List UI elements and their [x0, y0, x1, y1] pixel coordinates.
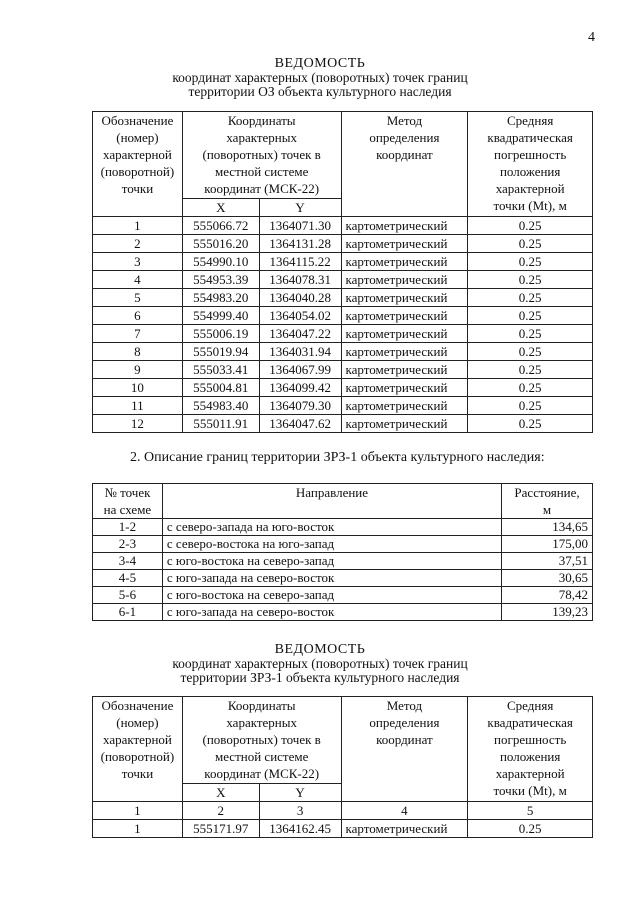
x-coordinate: 555006.19 [182, 325, 259, 343]
y-coordinate: 1364115.22 [259, 253, 341, 271]
point-number: 4 [93, 271, 183, 289]
y-coordinate: 1364054.02 [259, 307, 341, 325]
document-subtitle: координат характерных (поворотных) точек границ [172, 70, 468, 85]
method-cell: картометрический [341, 307, 468, 325]
boundary-description-table [92, 483, 593, 621]
header-y: Y [259, 783, 341, 801]
x-coordinate: 555004.81 [182, 379, 259, 397]
point-number: 6 [93, 307, 183, 325]
document-title: ВЕДОМОСТЬ [274, 56, 366, 71]
segment-distance: 78,42 [502, 587, 593, 604]
y-coordinate: 1364131.28 [259, 235, 341, 253]
title-block-oz [0, 57, 640, 99]
point-number: 10 [93, 379, 183, 397]
segment-points: 3-4 [93, 553, 163, 570]
error-cell: 0.25 [468, 379, 593, 397]
segment-points: 6-1 [93, 604, 163, 621]
error-cell: 0.25 [468, 217, 593, 235]
point-number: 9 [93, 361, 183, 379]
segment-points: 4-5 [93, 570, 163, 587]
error-cell: 0.25 [468, 397, 593, 415]
segment-direction: с юго-востока на северо-запад [162, 553, 501, 570]
error-cell: 0.25 [468, 307, 593, 325]
x-coordinate: 555019.94 [182, 343, 259, 361]
header-point-designation: Обозначение (номер) характерной (поворотной) точки [93, 697, 183, 802]
table-row [93, 289, 593, 307]
method-cell: картометрический [341, 325, 468, 343]
column-numbering-row [93, 802, 593, 820]
segment-direction: с юго-запада на северо-восток [162, 604, 501, 621]
segment-distance: 134,65 [502, 519, 593, 536]
x-coordinate: 555066.72 [182, 217, 259, 235]
header-distance: Расстояние, м [502, 484, 593, 519]
table-row [93, 361, 593, 379]
document-subtitle: координат характерных (поворотных) точек границ [172, 656, 468, 671]
segment-distance: 30,65 [502, 570, 593, 587]
segment-direction: с северо-запада на юго-восток [162, 519, 501, 536]
segment-direction: с юго-запада на северо-восток [162, 570, 501, 587]
segment-points: 2-3 [93, 536, 163, 553]
table-row [93, 253, 593, 271]
segment-points: 5-6 [93, 587, 163, 604]
table-row [93, 536, 593, 553]
table-row [93, 379, 593, 397]
table-row [93, 325, 593, 343]
document-subtitle: территории ОЗ объекта культурного наследия [188, 84, 452, 99]
method-cell: картометрический [341, 253, 468, 271]
method-cell: картометрический [341, 820, 468, 838]
y-coordinate: 1364047.62 [259, 415, 341, 433]
header-x: X [182, 198, 259, 216]
header-error: Средняя квадратическая погрешность положения характерной точки (Mt), м [468, 697, 593, 802]
x-coordinate: 555171.97 [182, 820, 259, 838]
point-number: 2 [93, 235, 183, 253]
x-coordinate: 554953.39 [182, 271, 259, 289]
error-cell: 0.25 [468, 361, 593, 379]
error-cell: 0.25 [468, 253, 593, 271]
point-number: 8 [93, 343, 183, 361]
header-error: Средняя квадратическая погрешность положения характерной точки (Mt), м [468, 112, 593, 217]
header-y: Y [259, 198, 341, 216]
table-row [93, 217, 593, 235]
header-x: X [182, 783, 259, 801]
section-heading: 2. Описание границ территории ЗРЗ-1 объекта культурного наследия: [130, 450, 545, 465]
column-number: 2 [182, 802, 259, 820]
segment-distance: 175,00 [502, 536, 593, 553]
coordinates-table-zrz [92, 696, 593, 838]
table-row [93, 307, 593, 325]
point-number: 3 [93, 253, 183, 271]
method-cell: картометрический [341, 271, 468, 289]
segment-distance: 37,51 [502, 553, 593, 570]
coordinates-table-oz [92, 111, 593, 433]
error-cell: 0.25 [468, 415, 593, 433]
document-subtitle: территории ЗРЗ-1 объекта культурного наследия [180, 670, 460, 685]
table-row [93, 820, 593, 838]
table-row [93, 519, 593, 536]
table-row [93, 570, 593, 587]
y-coordinate: 1364071.30 [259, 217, 341, 235]
y-coordinate: 1364031.94 [259, 343, 341, 361]
header-direction: Направление [162, 484, 501, 519]
column-number: 3 [259, 802, 341, 820]
segment-points: 1-2 [93, 519, 163, 536]
point-number: 11 [93, 397, 183, 415]
y-coordinate: 1364040.28 [259, 289, 341, 307]
x-coordinate: 555016.20 [182, 235, 259, 253]
method-cell: картометрический [341, 217, 468, 235]
y-coordinate: 1364162.45 [259, 820, 341, 838]
header-method: Метод определения координат [341, 112, 468, 217]
y-coordinate: 1364078.31 [259, 271, 341, 289]
y-coordinate: 1364099.42 [259, 379, 341, 397]
error-cell: 0.25 [468, 343, 593, 361]
method-cell: картометрический [341, 343, 468, 361]
x-coordinate: 554983.20 [182, 289, 259, 307]
coordinates-table-body [93, 217, 593, 433]
page-number: 4 [588, 30, 595, 45]
method-cell: картометрический [341, 379, 468, 397]
table-row [93, 604, 593, 621]
table-row [93, 397, 593, 415]
table-row [93, 343, 593, 361]
header-point-numbers: № точек на схеме [93, 484, 163, 519]
column-number: 5 [468, 802, 593, 820]
x-coordinate: 555011.91 [182, 415, 259, 433]
x-coordinate: 554983.40 [182, 397, 259, 415]
boundary-table-body [93, 519, 593, 621]
coordinates-table-body [93, 820, 593, 838]
point-number: 1 [93, 217, 183, 235]
x-coordinate: 554999.40 [182, 307, 259, 325]
table-row [93, 415, 593, 433]
method-cell: картометрический [341, 361, 468, 379]
error-cell: 0.25 [468, 820, 593, 838]
y-coordinate: 1364067.99 [259, 361, 341, 379]
segment-direction: с юго-востока на северо-запад [162, 587, 501, 604]
table-row [93, 271, 593, 289]
document-title: ВЕДОМОСТЬ [274, 642, 366, 657]
segment-direction: с северо-востока на юго-запад [162, 536, 501, 553]
point-number: 12 [93, 415, 183, 433]
table-row [93, 553, 593, 570]
error-cell: 0.25 [468, 271, 593, 289]
error-cell: 0.25 [468, 325, 593, 343]
segment-distance: 139,23 [502, 604, 593, 621]
point-number: 7 [93, 325, 183, 343]
x-coordinate: 555033.41 [182, 361, 259, 379]
column-number: 1 [93, 802, 183, 820]
table-row [93, 587, 593, 604]
header-method: Метод определения координат [341, 697, 468, 802]
error-cell: 0.25 [468, 289, 593, 307]
method-cell: картометрический [341, 397, 468, 415]
y-coordinate: 1364047.22 [259, 325, 341, 343]
column-number: 4 [341, 802, 468, 820]
point-number: 5 [93, 289, 183, 307]
table-row [93, 235, 593, 253]
method-cell: картометрический [341, 415, 468, 433]
title-block-zrz [0, 643, 640, 685]
header-point-designation: Обозначение (номер) характерной (поворотной) точки [93, 112, 183, 217]
method-cell: картометрический [341, 235, 468, 253]
header-coordinates: Координаты характерных (поворотных) точек в местной системе координат (МСК-22) [182, 112, 341, 199]
point-number: 1 [93, 820, 183, 838]
x-coordinate: 554990.10 [182, 253, 259, 271]
y-coordinate: 1364079.30 [259, 397, 341, 415]
method-cell: картометрический [341, 289, 468, 307]
header-coordinates: Координаты характерных (поворотных) точек в местной системе координат (МСК-22) [182, 697, 341, 784]
error-cell: 0.25 [468, 235, 593, 253]
